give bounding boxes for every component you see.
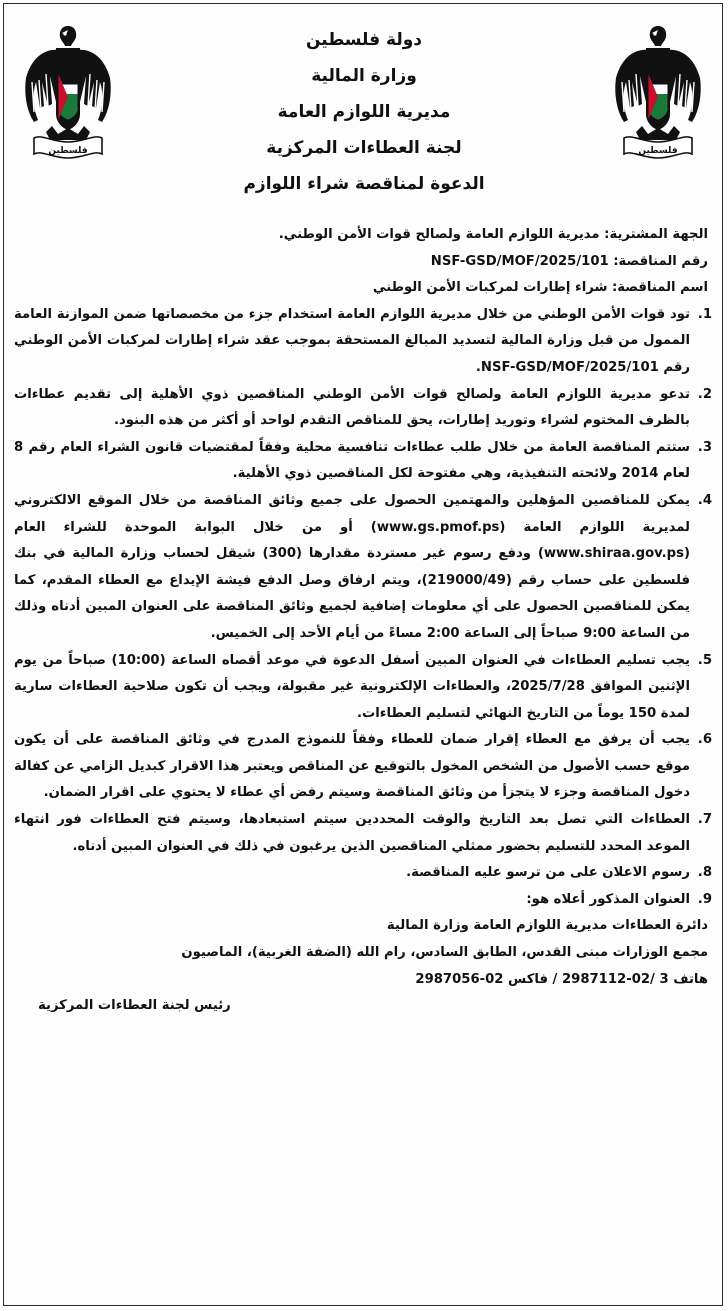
address-line-1: دائرة العطاءات مديرية اللوازم العامة وزارة المالية [386, 918, 708, 934]
clause-1 [14, 302, 714, 382]
directorate-name: مديرية اللوازم العامة [277, 102, 451, 122]
clause-9 [14, 887, 714, 914]
state-name: دولة فلسطين [305, 30, 423, 50]
clause-4 [14, 488, 714, 648]
document-body [14, 222, 714, 1020]
signature-line: رئيس لجنة العطاءات المركزية [38, 998, 231, 1014]
clause-6 [14, 727, 714, 807]
clause-text: العطاءات التي تصل بعد التاريخ والوقت المحددين سيتم استبعادها، وسيتم فتح العطاءات فور انتهاء الموعد المحدد للتسليم بحضور ممثلي المناقصين الذين يرغبون في ذلك في العنوان المبين أدناه. [14, 812, 690, 854]
clause-text: تدعو مديرية اللوازم العامة ولصالح قوات الأمن الوطني المناقصين ذوي الأهلية إلى تقديم عطاءات بالظرف المختوم لشراء وتوريد إطارات، يحق للمناقص التقدم لواحد أو أكثر من هذه البنود. [14, 386, 690, 429]
clause-number: 1. [697, 306, 712, 322]
ministry-name: وزارة المالية [311, 66, 417, 86]
clause-text: يجب تسليم العطاءات في العنوان المبين أسفل الدعوة في موعد أقصاه الساعة (10:00) صباحاً من يوم الإثنين الموافق 2025/7/28، والعطاءات الإلكترونية غير مقبولة، ويجب أن تكون صلاحية العطاءات سارية لمدة 150 يوماً من التاريخ النهائي لتسليم العطاءات. [14, 652, 690, 721]
clause-5 [14, 648, 714, 728]
clause-number: 9. [697, 891, 712, 907]
clause-number: 5. [697, 652, 712, 668]
clause-8 [14, 860, 714, 887]
clause-text: العنوان المذكور أعلاه هو: [526, 891, 690, 907]
tender-number-line: رقم المناقصة: NSF-GSD/MOF/2025/101 [430, 253, 708, 269]
emblem-caption: فلسطين [48, 146, 88, 156]
committee-name: لجنة العطاءات المركزية [266, 138, 462, 158]
buyer-line: الجهة المشترية: مديرية اللوازم العامة ولصالح قوات الأمن الوطني. [278, 227, 708, 242]
clause-text: يجب أن يرفق مع العطاء إقرار ضمان للعطاء وفقاً للنموذج المدرج في وثائق المناقصة على أن يكون موقع حسب الأصول من الشخص المخول بالتوقيع عن المناقص ويعتبر هذا الاقرار كبديل الزامي عن كفالة دخول المناقصة وجزء لا يتجزأ من وثائق المناقصة وسيتم رفض أي عطاء لا يحتوي على اقرار الضمان. [14, 732, 690, 801]
clause-2 [14, 382, 714, 435]
address-line-2: مجمع الوزارات مبنى القدس، الطابق السادس، رام الله (الضفة الغربية)، الماصيون [181, 945, 708, 961]
clause-text: رسوم الاعلان على من ترسو عليه المناقصة. [406, 865, 690, 881]
clause-number: 6. [697, 732, 712, 748]
address-line-3: هاتف 3 /02-2987112 / فاكس 02-2987056 [415, 971, 708, 987]
clause-number: 2. [697, 386, 712, 402]
document-title: الدعوة لمناقصة شراء اللوازم [243, 174, 485, 194]
clause-text: ستتم المناقصة العامة من خلال طلب عطاءات تنافسية محلية وفقاً لمقتضيات قانون الشراء العام رقم 8 لعام 2014 ولائحته التنفيذية، وهي مفتوحة لكل المناقصين ذوي الأهلية. [14, 439, 690, 482]
clause-number: 3. [697, 439, 712, 455]
clause-number: 7. [697, 812, 712, 828]
clause-number: 4. [697, 492, 712, 508]
clause-number: 8. [697, 865, 712, 881]
clause-3 [14, 435, 714, 488]
clause-text: تود قوات الأمن الوطني من خلال مديرية اللوازم العامة استخدام جزء من مخصصاتها ضمن الموازنة العامة الممول من قبل وزارة المالية لتسديد المبالغ المستحقة بموجب عقد شراء إطارات لمركبات الأمن الوطني رقم NSF-GSD/MOF/2025/101. [14, 306, 690, 375]
clause-7 [14, 807, 714, 860]
tender-name-line: اسم المناقصة: شراء إطارات لمركبات الأمن الوطني [372, 280, 708, 296]
clause-text: يمكن للمناقصين المؤهلين والمهتمين الحصول على جميع وثائق المناقصة من خلال الموقع الالكتروني لمديرية اللوازم العامة (www.gs.pmof.ps) أو من خلال البوابة الموحدة للشراء العام (www.shiraa.gov.ps) ودفع رسوم غير مستردة مقدارها (300) شيقل لحساب وزارة المالية في بنك فلسطين على حساب رقم (219000/49)، ويتم ارفاق وصل الدفع فيشة الإيداع مع العطاء المقدم، كما يمكن للمناقصين الحصول على أي معلومات إضافية لجميع وثائق المناقصة على العنوان المبين أدناه وذلك من الساعة 9:00 صباحاً إلى الساعة 2:00 مساءً من أيام الأحد إلى الخميس. [14, 492, 690, 641]
document-header [0, 22, 728, 202]
emblem-caption: فلسطين [638, 146, 678, 156]
